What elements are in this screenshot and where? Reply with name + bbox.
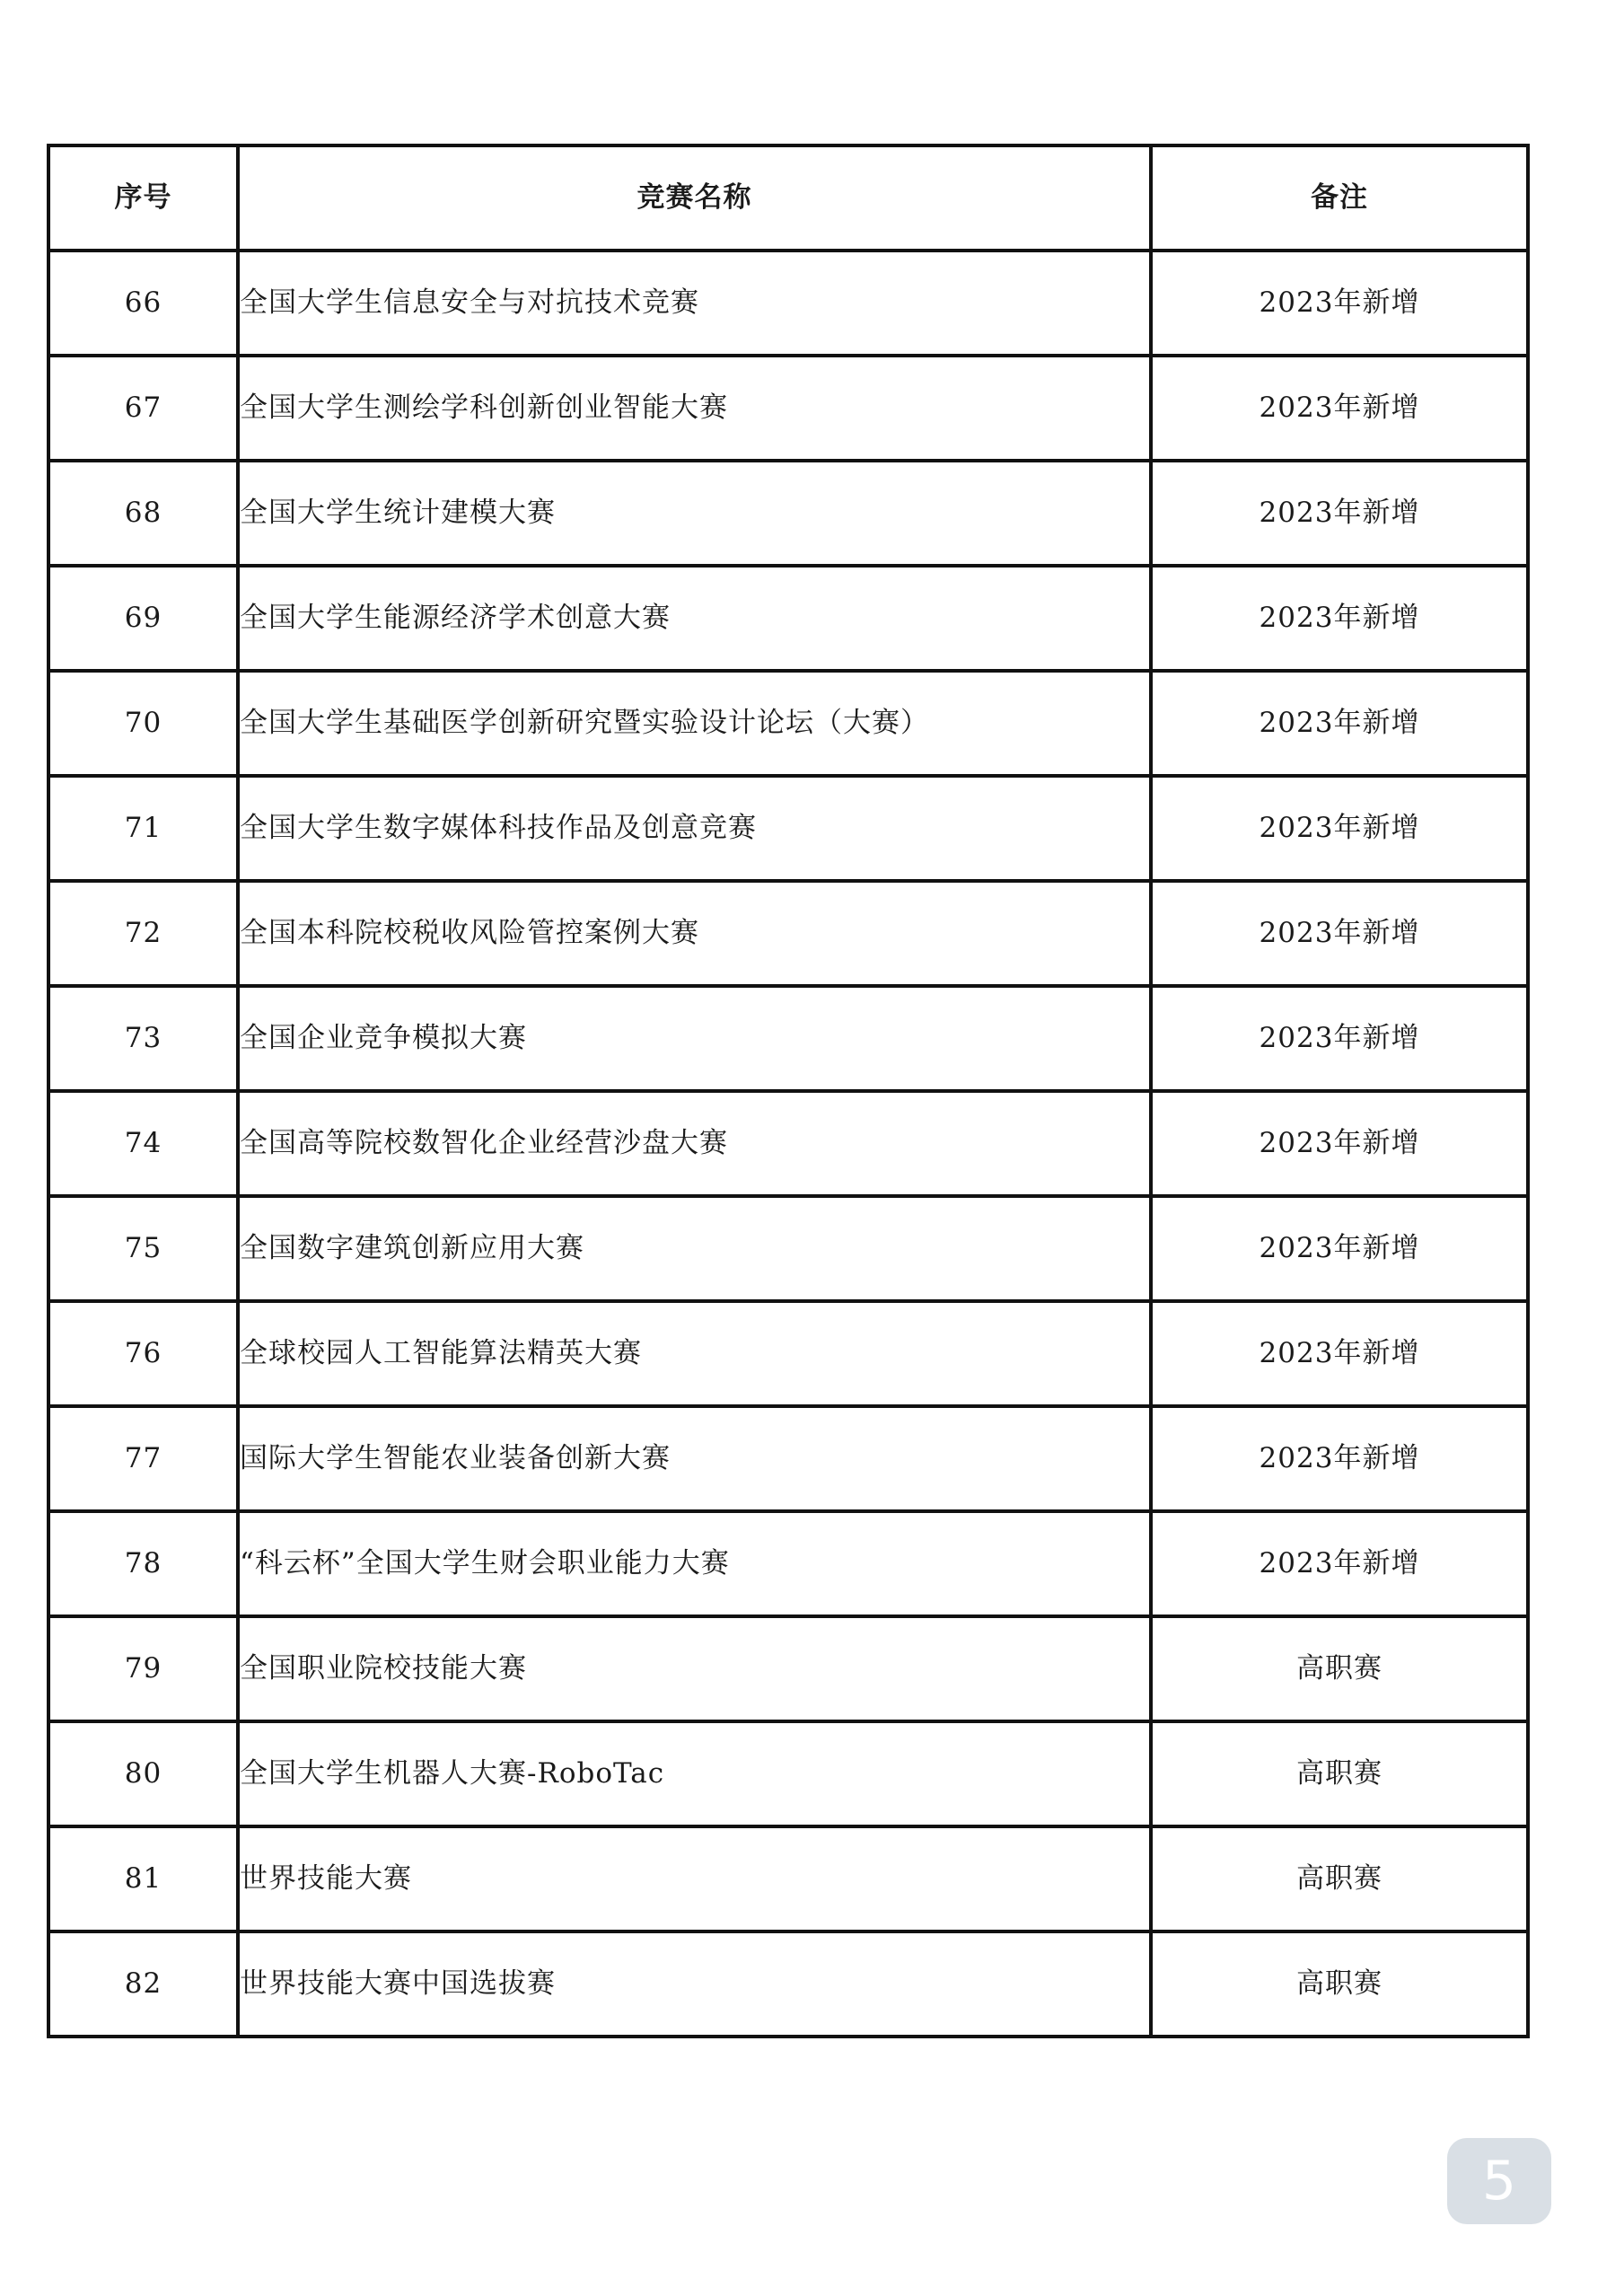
row-index: 78 [48, 1511, 238, 1616]
row-note: 2023年新增 [1151, 776, 1528, 881]
row-competition-name: 全国大学生数字媒体科技作品及创意竞赛 [238, 776, 1151, 881]
row-competition-name: 全国数字建筑创新应用大赛 [238, 1196, 1151, 1301]
table-row [48, 1196, 1528, 1301]
row-competition-name: 全国大学生测绘学科创新创业智能大赛 [238, 356, 1151, 461]
row-competition-name: 全国职业院校技能大赛 [238, 1616, 1151, 1721]
header-index: 序号 [48, 145, 238, 251]
row-note: 高职赛 [1151, 1931, 1528, 2037]
table-row [48, 251, 1528, 356]
table-header-row [48, 145, 1528, 251]
row-competition-name: 全国本科院校税收风险管控案例大赛 [238, 881, 1151, 986]
row-index: 74 [48, 1091, 238, 1196]
row-index: 71 [48, 776, 238, 881]
row-note: 高职赛 [1151, 1721, 1528, 1826]
table-row [48, 461, 1528, 566]
row-note: 2023年新增 [1151, 251, 1528, 356]
row-competition-name: 全国大学生机器人大赛-RoboTac [238, 1721, 1151, 1826]
table-row [48, 1616, 1528, 1721]
row-competition-name: 全国企业竞争模拟大赛 [238, 986, 1151, 1091]
row-competition-name: 全国大学生信息安全与对抗技术竞赛 [238, 251, 1151, 356]
row-index: 82 [48, 1931, 238, 2037]
row-competition-name: 全国大学生基础医学创新研究暨实验设计论坛（大赛） [238, 671, 1151, 776]
row-competition-name: “科云杯”全国大学生财会职业能力大赛 [238, 1511, 1151, 1616]
table-row [48, 986, 1528, 1091]
row-index: 79 [48, 1616, 238, 1721]
row-index: 66 [48, 251, 238, 356]
header-competition-name: 竞赛名称 [238, 145, 1151, 251]
row-note: 2023年新增 [1151, 566, 1528, 671]
row-index: 73 [48, 986, 238, 1091]
row-competition-name: 全国大学生能源经济学术创意大赛 [238, 566, 1151, 671]
header-note: 备注 [1151, 145, 1528, 251]
table-row [48, 1931, 1528, 2037]
row-competition-name: 全球校园人工智能算法精英大赛 [238, 1301, 1151, 1406]
table-row [48, 881, 1528, 986]
row-note: 2023年新增 [1151, 986, 1528, 1091]
row-competition-name: 世界技能大赛 [238, 1826, 1151, 1931]
row-note: 高职赛 [1151, 1826, 1528, 1931]
row-note: 高职赛 [1151, 1616, 1528, 1721]
row-note: 2023年新增 [1151, 356, 1528, 461]
table-row [48, 566, 1528, 671]
row-competition-name: 世界技能大赛中国选拔赛 [238, 1931, 1151, 2037]
table-row [48, 1301, 1528, 1406]
row-index: 81 [48, 1826, 238, 1931]
row-note: 2023年新增 [1151, 1511, 1528, 1616]
competition-table [47, 144, 1530, 2038]
row-index: 80 [48, 1721, 238, 1826]
row-note: 2023年新增 [1151, 1091, 1528, 1196]
row-note: 2023年新增 [1151, 671, 1528, 776]
row-index: 70 [48, 671, 238, 776]
row-index: 69 [48, 566, 238, 671]
table-row [48, 1091, 1528, 1196]
table-row [48, 1721, 1528, 1826]
competition-table-container [47, 144, 1526, 2038]
table-row [48, 671, 1528, 776]
row-competition-name: 国际大学生智能农业装备创新大赛 [238, 1406, 1151, 1511]
row-competition-name: 全国大学生统计建模大赛 [238, 461, 1151, 566]
table-row [48, 776, 1528, 881]
row-index: 68 [48, 461, 238, 566]
row-index: 67 [48, 356, 238, 461]
table-row [48, 1406, 1528, 1511]
row-note: 2023年新增 [1151, 1301, 1528, 1406]
row-note: 2023年新增 [1151, 881, 1528, 986]
row-index: 76 [48, 1301, 238, 1406]
row-note: 2023年新增 [1151, 1406, 1528, 1511]
table-row [48, 356, 1528, 461]
table-row [48, 1511, 1528, 1616]
row-note: 2023年新增 [1151, 1196, 1528, 1301]
page-number-badge: 5 [1447, 2138, 1551, 2224]
row-index: 72 [48, 881, 238, 986]
table-row [48, 1826, 1528, 1931]
row-note: 2023年新增 [1151, 461, 1528, 566]
row-index: 75 [48, 1196, 238, 1301]
row-index: 77 [48, 1406, 238, 1511]
row-competition-name: 全国高等院校数智化企业经营沙盘大赛 [238, 1091, 1151, 1196]
